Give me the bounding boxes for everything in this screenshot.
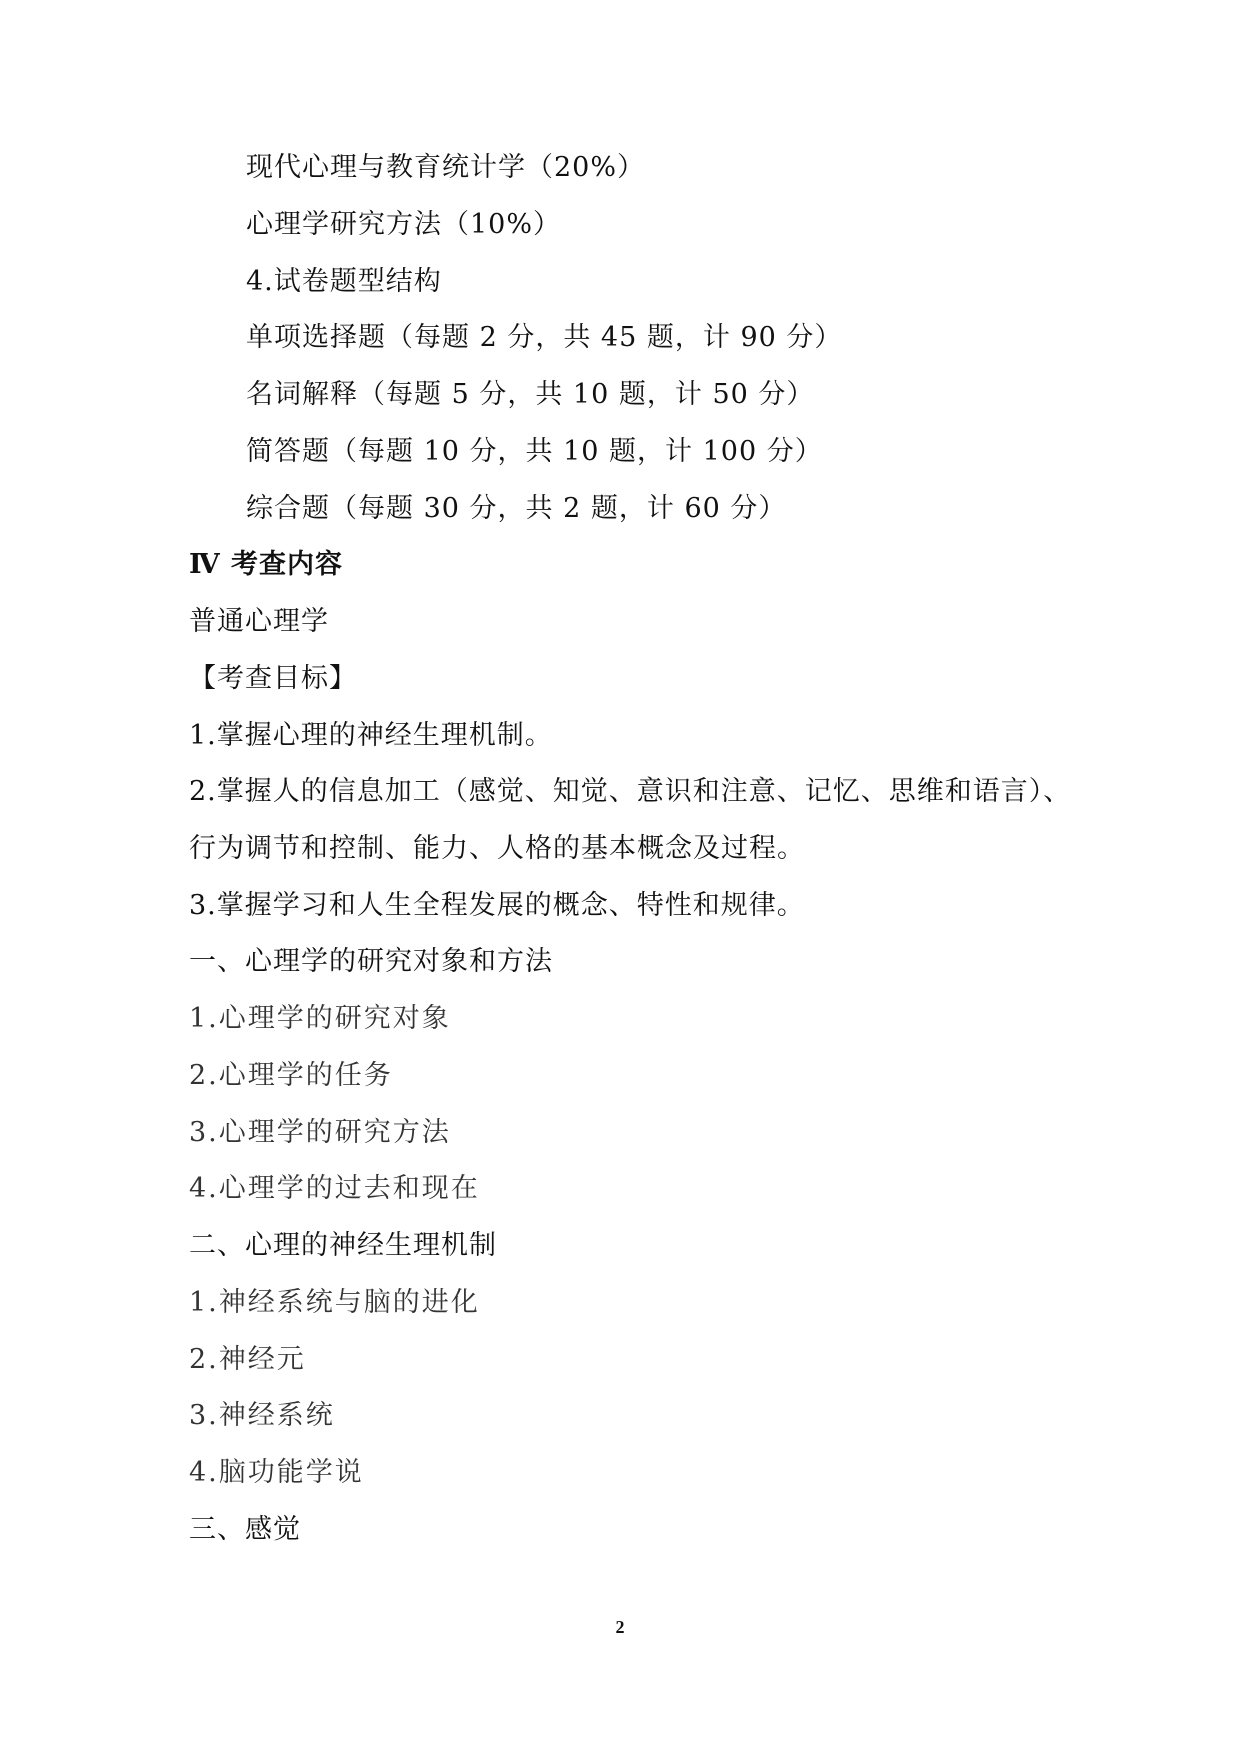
objective-item: 行为调节和控制、能力、人格的基本概念及过程。 <box>189 833 805 864</box>
chapter-item: 2.心理学的任务 <box>189 1060 393 1091</box>
chapter-title: 一、心理学的研究对象和方法 <box>189 946 553 977</box>
subject-name: 普通心理学 <box>189 606 329 637</box>
chapter-title: 三、感觉 <box>189 1514 301 1545</box>
objective-item: 2.掌握人的信息加工（感觉、知觉、意识和注意、记忆、思维和语言）、 <box>189 776 1072 807</box>
weight-statistics: 现代心理与教育统计学（20%） <box>246 152 646 183</box>
page-number: 2 <box>615 1617 625 1637</box>
chapter-item: 3.心理学的研究方法 <box>189 1117 451 1148</box>
structure-heading: 4.试卷题型结构 <box>246 266 442 297</box>
objectives-label: 【考查目标】 <box>189 663 357 694</box>
objective-item: 1.掌握心理的神经生理机制。 <box>189 720 553 751</box>
structure-item: 综合题（每题 30 分，共 2 题，计 60 分） <box>246 493 787 524</box>
chapter-title: 二、心理的神经生理机制 <box>189 1230 497 1261</box>
chapter-item: 4.心理学的过去和现在 <box>189 1173 480 1204</box>
chapter-item: 1.心理学的研究对象 <box>189 1003 451 1034</box>
chapter-item: 2.神经元 <box>189 1344 306 1375</box>
structure-item: 简答题（每题 10 分，共 10 题，计 100 分） <box>246 436 823 467</box>
chapter-item: 4.脑功能学说 <box>189 1457 364 1488</box>
chapter-item: 1.神经系统与脑的进化 <box>189 1287 480 1318</box>
weight-methods: 心理学研究方法（10%） <box>246 209 562 240</box>
structure-item: 名词解释（每题 5 分，共 10 题，计 50 分） <box>246 379 815 410</box>
objective-item: 3.掌握学习和人生全程发展的概念、特性和规律。 <box>189 890 805 921</box>
section-title: Ⅳ 考查内容 <box>189 549 344 580</box>
structure-item: 单项选择题（每题 2 分，共 45 题，计 90 分） <box>246 322 843 353</box>
chapter-item: 3.神经系统 <box>189 1400 335 1431</box>
